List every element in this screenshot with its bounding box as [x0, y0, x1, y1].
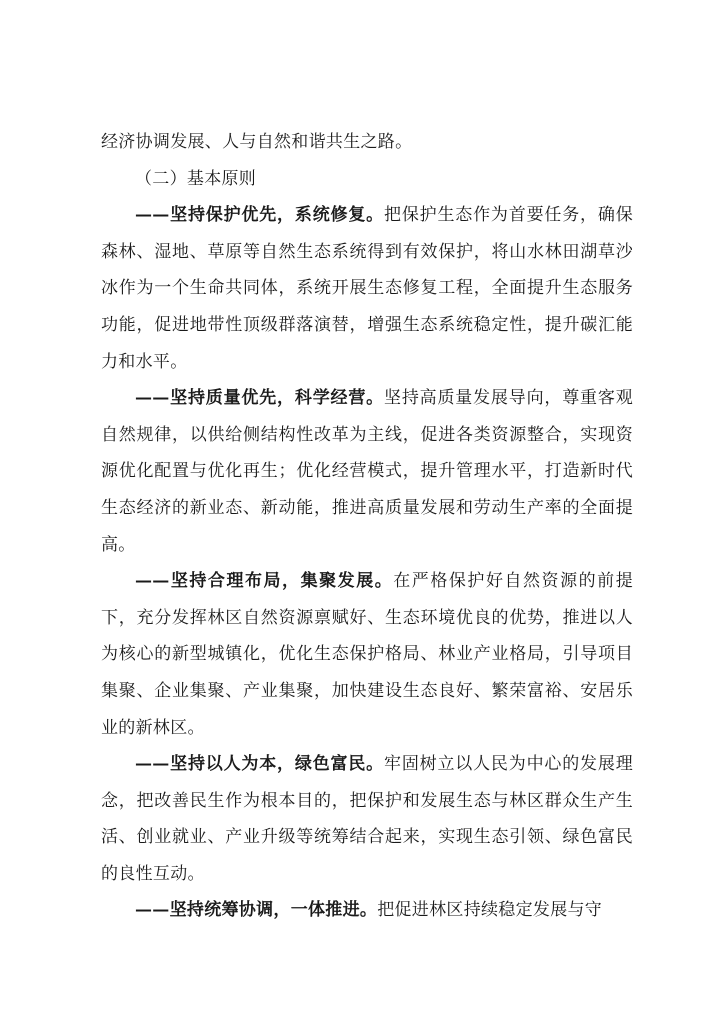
document-body	[101, 124, 633, 929]
principle-title: ——坚持质量优先，科学经营。	[135, 388, 384, 409]
principle-body: 把保护生态作为首要任务，确保森林、湿地、草原等自然生态系统得到有效保护，将山水林田湖草沙冰作为一个生命共同体，系统开展生态修复工程，全面提升生态服务功能，促进地带性顶级群落演替，增强生态系统稳定性，提升碳汇能力和水平。	[101, 205, 633, 372]
principle-paragraph	[101, 892, 633, 929]
principle-paragraph	[101, 563, 633, 746]
principle-paragraph	[101, 197, 633, 380]
principle-title: ——坚持保护优先，系统修复。	[135, 205, 384, 226]
principle-body: 坚持高质量发展导向，尊重客观自然规律，以供给侧结构性改革为主线，促进各类资源整合，实现资源优化配置与优化再生；优化经营模式，提升管理水平，打造新时代生态经济的新业态、新动能，推进高质量发展和劳动生产率的全面提高。	[101, 388, 633, 555]
principle-body: 在严格保护好自然资源的前提下，充分发挥林区自然资源禀赋好、生态环境优良的优势，推进以人为核心的新型城镇化，优化生态保护格局、林业产业格局，引导项目集聚、企业集聚、产业集聚，加快建设生态良好、繁荣富裕、安居乐业的新林区。	[101, 571, 633, 738]
principle-body: 把促进林区持续稳定发展与守	[377, 900, 603, 921]
principle-paragraph	[101, 746, 633, 892]
principle-title: ——坚持以人为本，绿色富民。	[135, 754, 384, 775]
principle-paragraph	[101, 380, 633, 563]
section-heading: （二）基本原则	[135, 168, 257, 189]
intro-tail-line: 经济协调发展、人与自然和谐共生之路。	[101, 132, 413, 152]
principle-body: 牢固树立以人民为中心的发展理念，把改善民生作为根本目的，把保护和发展生态与林区群众生产生活、创业就业、产业升级等统筹结合起来，实现生态引领、绿色富民的良性互动。	[101, 754, 633, 884]
principle-title: ——坚持合理布局，集聚发展。	[135, 571, 394, 592]
principle-title: ——坚持统筹协调，一体推进。	[135, 900, 378, 921]
